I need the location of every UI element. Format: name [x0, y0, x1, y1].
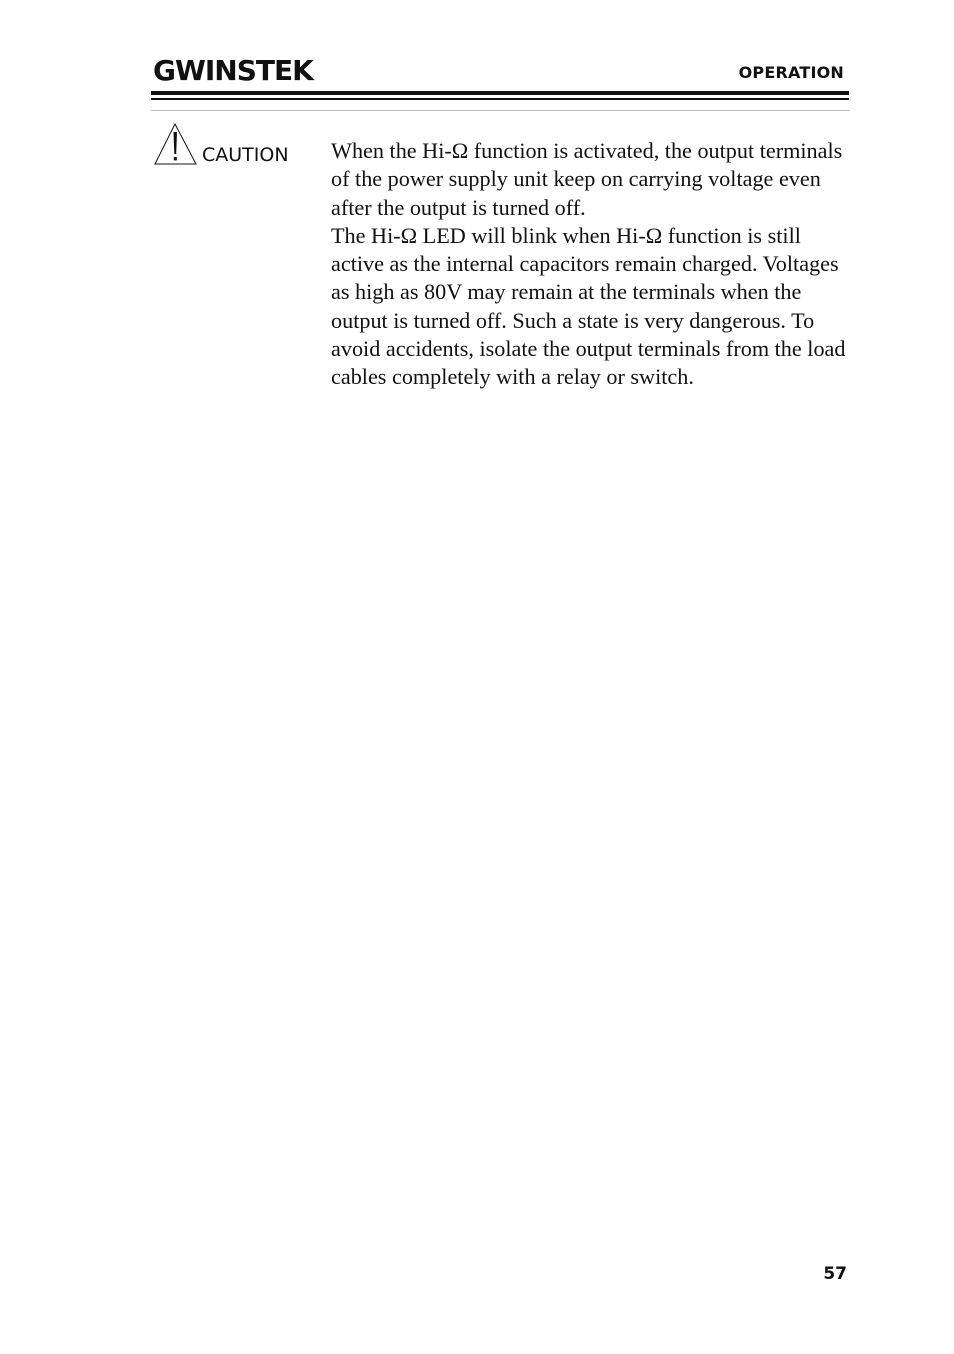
section-separator: [151, 110, 850, 111]
caution-marker: [154, 120, 289, 166]
logo-text: GWINSTEK: [153, 55, 313, 85]
gwinstek-logo-icon: [153, 55, 325, 85]
caution-text: [331, 137, 851, 392]
header-rule-thin: [151, 98, 849, 100]
page-number: 57: [823, 1264, 847, 1284]
caution-paragraph: When the Hi-Ω function is activated, the output terminals of the power supply unit keep on carrying voltage even after the output is turned off.: [331, 138, 843, 220]
section-title: OPERATION: [738, 63, 844, 82]
header-rule-thick: [151, 91, 849, 95]
brand-logo: [153, 55, 325, 85]
caution-label: CAUTION: [202, 144, 289, 166]
caution-paragraph: The Hi-Ω LED will blink when Hi-Ω function is still active as the internal capacitors remain charged. Voltages as high as 80V may remain at the terminals when the output is turned off. Such a state is very dangerous. To avoid accidents, isolate the output terminals from the load cables completely with a relay or switch.: [331, 222, 846, 390]
warning-triangle-icon: [154, 122, 198, 166]
